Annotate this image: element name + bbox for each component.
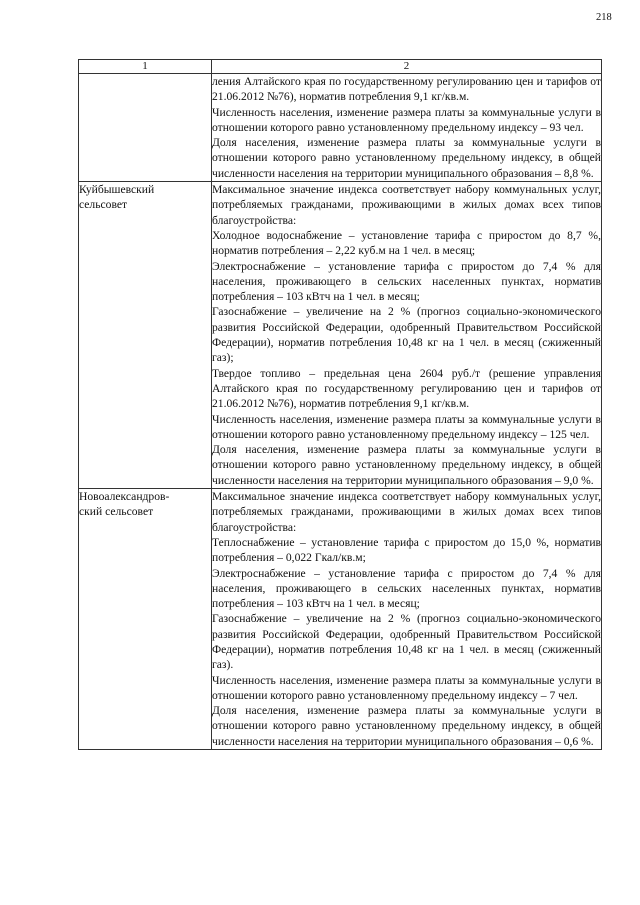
table-row-novoaleksandrovsky — [79, 489, 602, 750]
paragraph: Газоснабжение – увеличение на 2 % (прогноз социально-экономического развития Российской Федерации, одобренный Правительством Российской Федерации), норматив потребления 10,48 кг на 1 чел. в месяц (сжиженный газ); — [212, 305, 601, 365]
municipality-cell: Новоалександров- ский сельсовет — [79, 489, 212, 750]
municipality-cell: Куйбышевский сельсовет — [79, 182, 212, 489]
paragraph: Доля населения, изменение размера платы за коммунальные услуги в отношении которого равно установленному предельному индексу, в общей численности населения на территории муниципального образования – 0,6 %. — [212, 704, 601, 748]
description-cell — [212, 74, 602, 182]
paragraph: Электроснабжение – установление тарифа с приростом до 7,4 % для населения, проживающего в сельских населенных пунктах, норматив потребления – 103 кВтч на 1 чел. в месяц; — [212, 259, 601, 304]
paragraph: Численность населения, изменение размера платы за коммунальные услуги в отношении которого равно установленному предельному индексу – 125 чел. — [212, 412, 601, 441]
table-header-row — [79, 60, 602, 74]
paragraph: Максимальное значение индекса соответствует набору коммунальных услуг, потребляемых гражданами, проживающими в жилых домах всех типов благоустройства: — [212, 490, 601, 534]
paragraph: Электроснабжение – установление тарифа с приростом до 7,4 % для населения, проживающего в сельских населенных пунктах, норматив потребления – 103 кВтч на 1 чел. в месяц; — [212, 566, 601, 611]
paragraph: Численность населения, изменение размера платы за коммунальные услуги в отношении которого равно установленному предельному индексу – 93 чел. — [212, 105, 601, 134]
paragraph: Твердое топливо – предельная цена 2604 руб./т (решение управления Алтайского края по государственному регулированию цен и тарифов от 21.06.2012 №76), норматив потребления 9,1 кг/кв.м. — [212, 366, 601, 411]
table-row-continuation — [79, 74, 602, 182]
description-cell — [212, 489, 602, 750]
paragraph: ления Алтайского края по государственному регулированию цен и тарифов от 21.06.2012 №76), норматив потребления 9,1 кг/кв.м. — [212, 75, 601, 104]
tariff-table — [78, 59, 602, 750]
municipality-cell — [79, 74, 212, 182]
paragraph: Газоснабжение – увеличение на 2 % (прогноз социально-экономического развития Российской Федерации, одобренный Правительством Российской Федерации), норматив потребления 10,48 кг на 1 чел. в месяц (сжиженный газ). — [212, 612, 601, 672]
paragraph: Максимальное значение индекса соответствует набору коммунальных услуг, потребляемых гражданами, проживающими в жилых домах всех типов благоустройства: — [212, 183, 601, 227]
paragraph: Холодное водоснабжение – установление тарифа с приростом до 8,7 %, норматив потребления – 2,22 куб.м на 1 чел. в месяц; — [212, 228, 601, 258]
paragraph: Доля населения, изменение размера платы за коммунальные услуги в отношении которого равно установленному предельному индексу, в общей численности населения на территории муниципального образования – 9,0 %. — [212, 443, 601, 487]
page-number: 218 — [596, 12, 612, 23]
paragraph: Теплоснабжение – установление тарифа с приростом до 15,0 %, норматив потребления – 0,022 Гкал/кв.м; — [212, 535, 601, 565]
column-header-2: 2 — [212, 60, 602, 74]
table-row-kuibyshevsky — [79, 182, 602, 489]
paragraph: Численность населения, изменение размера платы за коммунальные услуги в отношении которого равно установленному предельному индексу – 7 чел. — [212, 673, 601, 702]
paragraph: Доля населения, изменение размера платы за коммунальные услуги в отношении которого равно установленному предельному индексу, в общей численности населения на территории муниципального образования – 8,8 %. — [212, 136, 601, 180]
column-header-1: 1 — [79, 60, 212, 74]
description-cell — [212, 182, 602, 489]
